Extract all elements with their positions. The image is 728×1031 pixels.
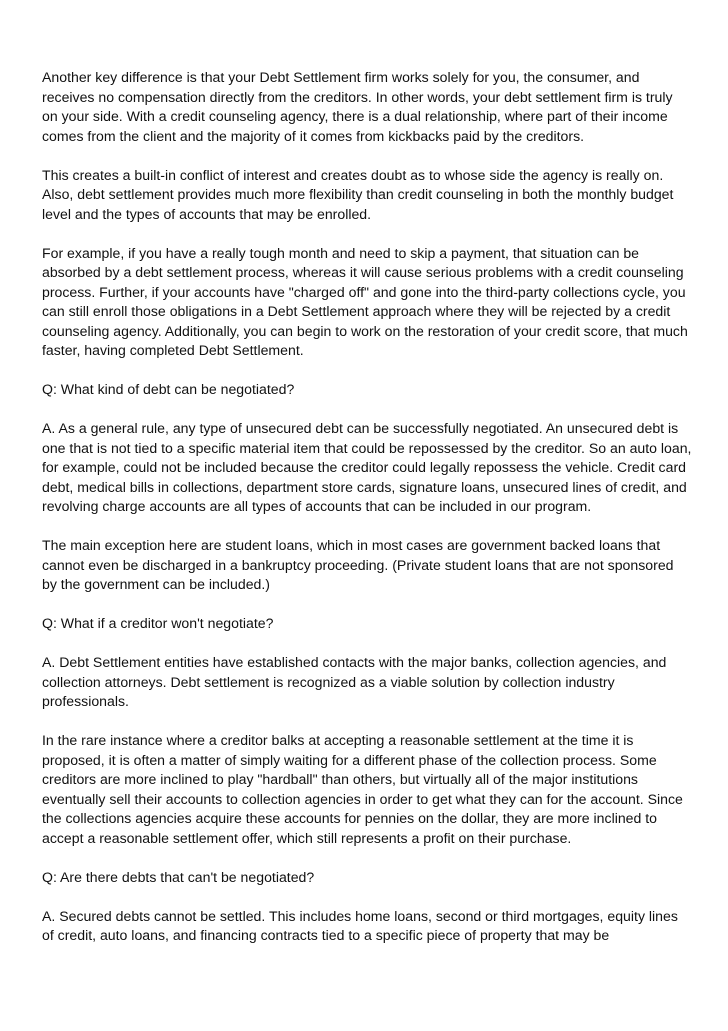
answer-secured-debts: A. Secured debts cannot be settled. This includes home loans, second or third mortgages, equity lines of credit, auto loans, and financing contracts tied to a specific piece of property that may be <box>42 907 678 943</box>
paragraph-creditor-balks: In the rare instance where a creditor balks at accepting a reasonable settlement at the time it is proposed, it is often a matter of simply waiting for a different phase of the collection process. Some creditors are more inclined to play "hardball" than others, but virtually all of the major institutions eventually sell their accounts to collection agencies in order to get what they can for the account. Since the collections agencies acquire these accounts for pennies on the dollar, they are more inclined to accept a reasonable settlement offer, which still represents a profit on their purchase. <box>42 732 683 846</box>
paragraph-flexibility-example: For example, if you have a really tough month and need to skip a payment, that situation can be absorbed by a debt settlement process, whereas it will cause serious problems with a credit counseling process. Further, if your accounts have "charged off" and gone into the third-party collections cycle, you can still enroll those obligations in a Debt Settlement approach where they will be rejected by a credit counseling agency. Additionally, you can begin to work on the restoration of your credit score, that much faster, having completed Debt Settlement. <box>42 244 688 358</box>
paragraph-student-loans: The main exception here are student loans, which in most cases are government backed loans that cannot even be discharged in a bankruptcy proceeding. (Private student loans that are not sponsored by the government can be included.) <box>42 537 674 592</box>
question-non-negotiable-debts: Q: Are there debts that can't be negotiated? <box>42 868 315 885</box>
answer-creditor-contacts: A. Debt Settlement entities have established contacts with the major banks, collection agencies, and collection attorneys. Debt settlement is recognized as a viable solution by collection industry professionals. <box>42 654 667 709</box>
question-creditor-wont-negotiate: Q: What if a creditor won't negotiate? <box>42 615 274 631</box>
answer-debt-types: A. As a general rule, any type of unsecured debt can be successfully negotiated. An unsecured debt is one that is not tied to a specific material item that could be repossessed by the creditor. So an auto loan, for example, could not be included because the creditor could legally repossess the vehicle. Credit card debt, medical bills in collections, department store cards, signature loans, unsecured lines of credit, and revolving charge accounts are all types of accounts that can be included in our program. <box>42 420 692 514</box>
paragraph-dual-relationship: Another key difference is that your Debt Settlement firm works solely for you, the consumer, and receives no compensation directly from the creditors. In other words, your debt settlement firm is truly on your side. With a credit counseling agency, there is a dual relationship, where part of their income comes from the client and the majority of it comes from kickbacks paid by the creditors. <box>42 69 673 144</box>
paragraph-conflict-of-interest: This creates a built-in conflict of interest and creates doubt as to whose side the agency is really on. Also, debt settlement provides much more flexibility than credit counseling in both the monthly budget level and the types of accounts that may be enrolled. <box>42 166 674 222</box>
document-page <box>42 68 692 965</box>
question-debt-types: Q: What kind of debt can be negotiated? <box>42 381 295 397</box>
